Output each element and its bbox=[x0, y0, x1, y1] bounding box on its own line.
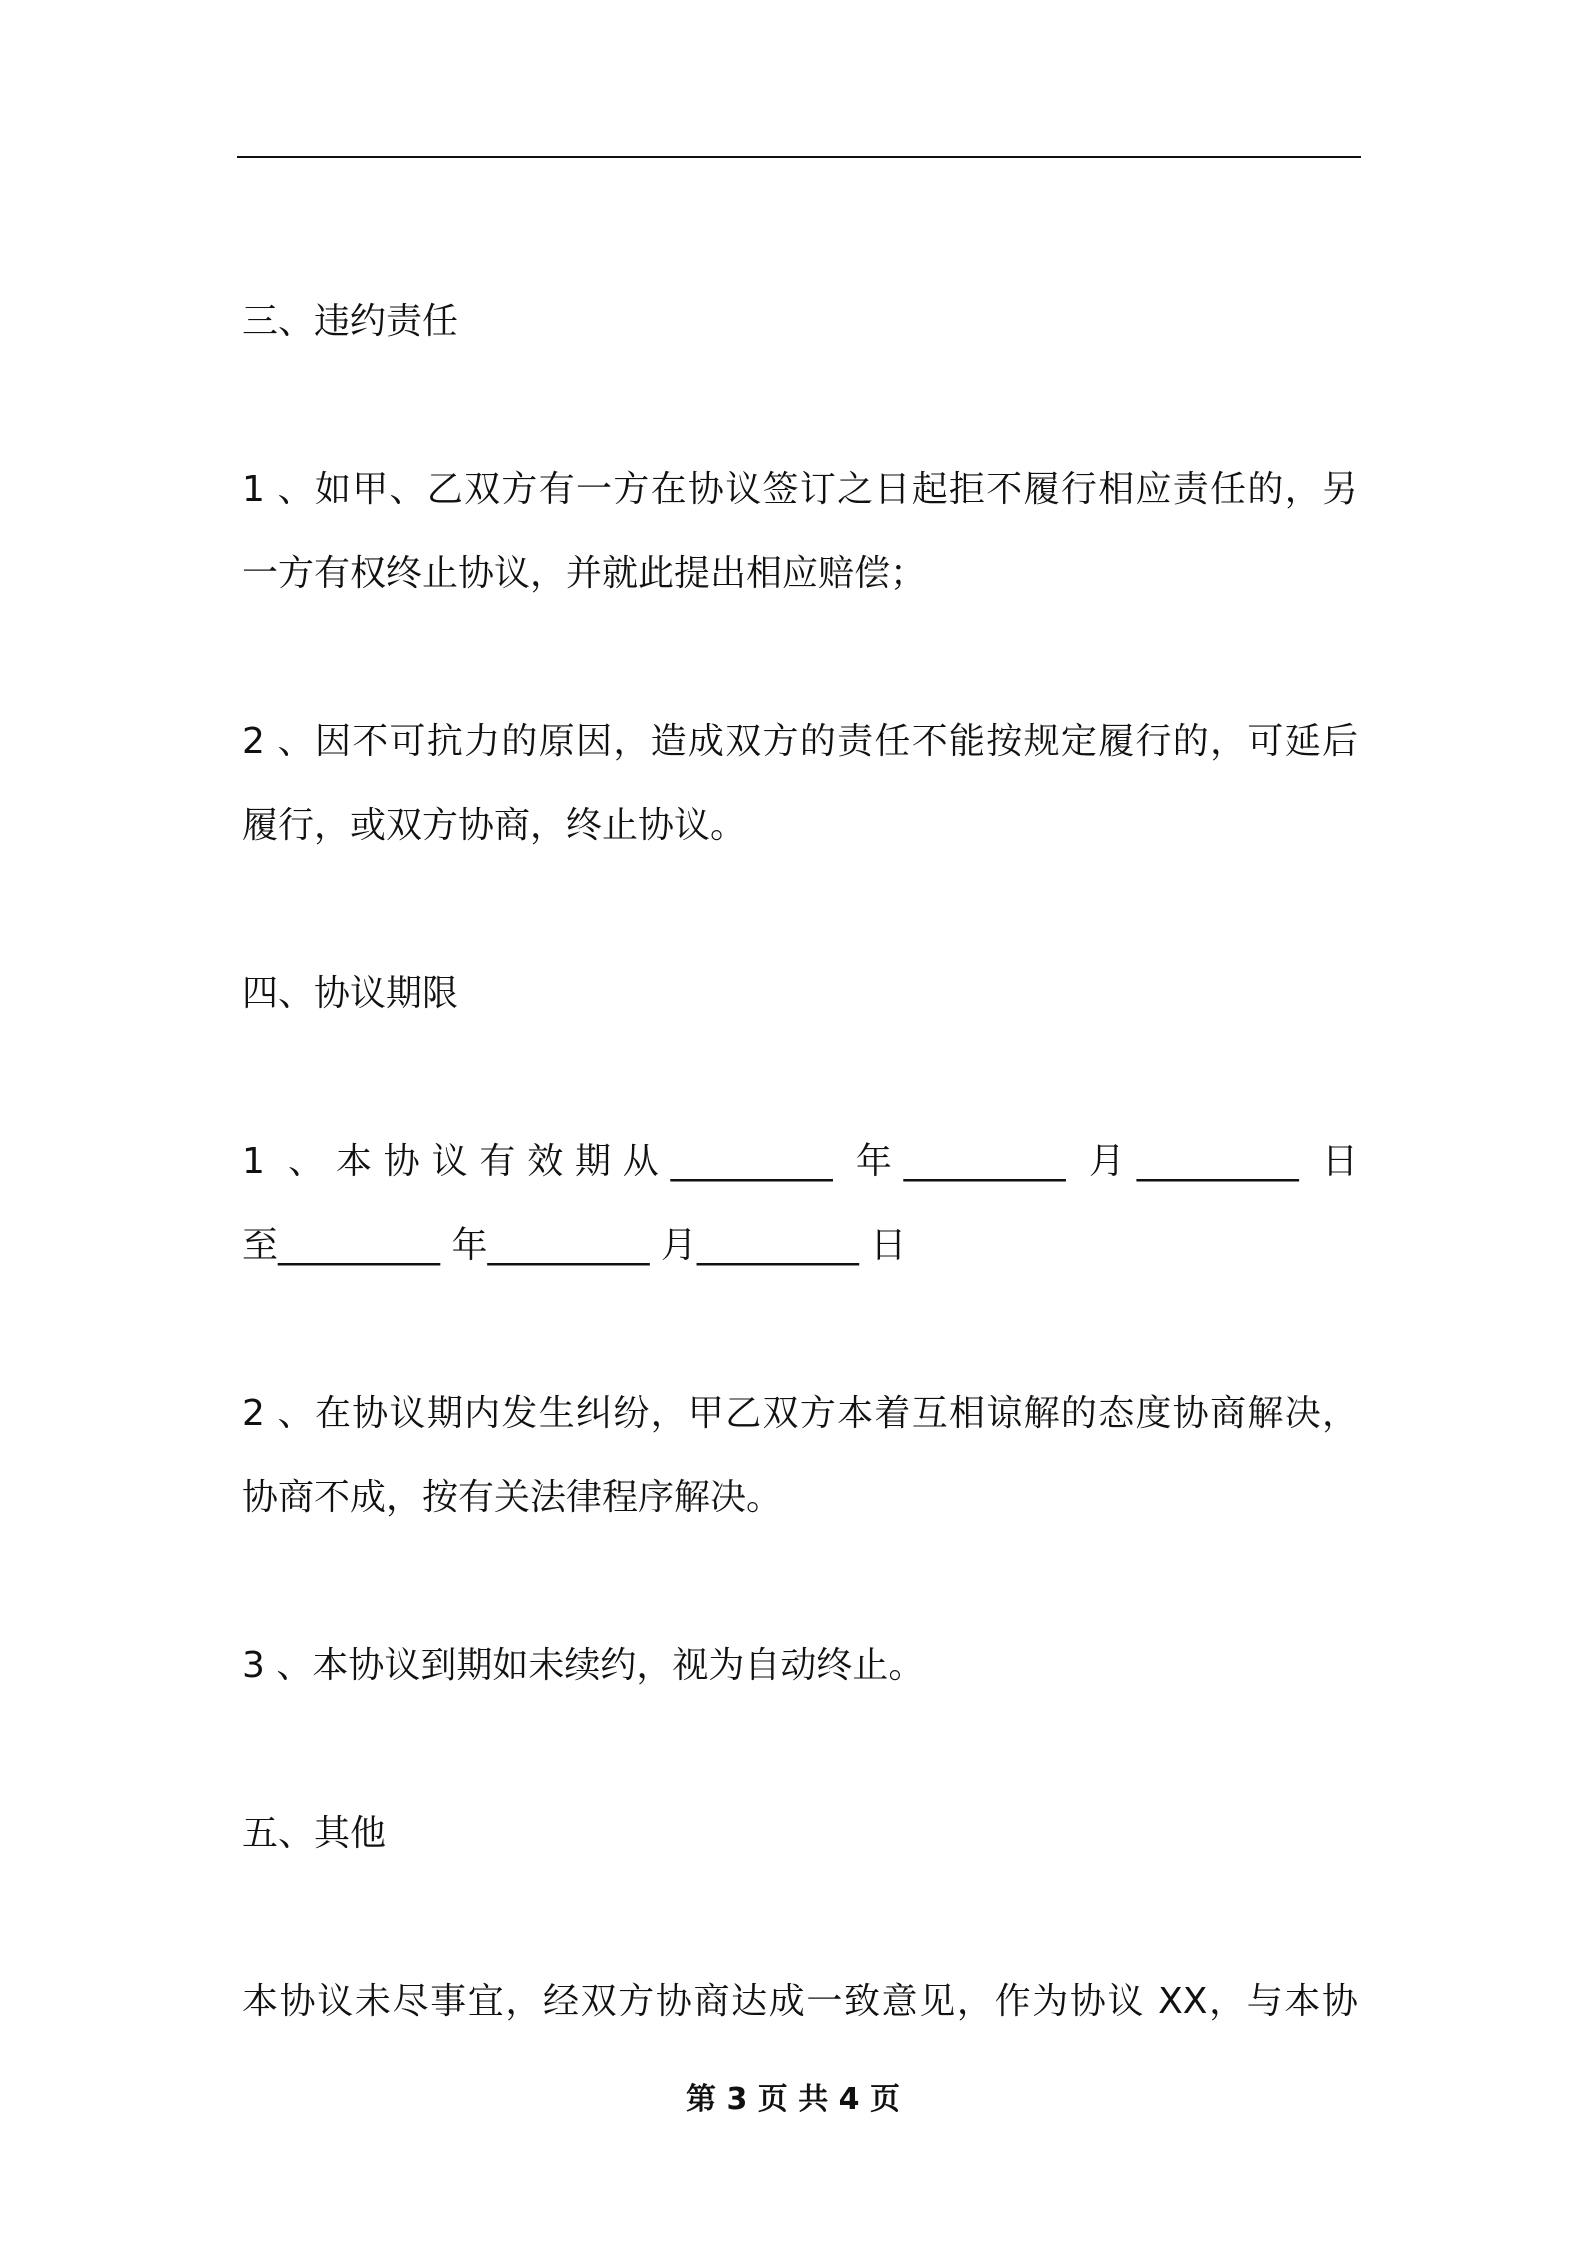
clause-3-2-line-1: 2 、因不可抗力的原因，造成双方的责任不能按规定履行的，可延后 bbox=[242, 721, 1358, 762]
clause-4-2-line-1: 2 、在协议期内发生纠纷，甲乙双方本着互相谅解的态度协商解决， bbox=[242, 1393, 1358, 1434]
clause-3-1-line-2: 一方有权终止协议，并就此提出相应赔偿； bbox=[242, 553, 927, 594]
page-number-footer: 第 3 页 共 4 页 bbox=[686, 2082, 900, 2117]
section-heading-term: 四、协议期限 bbox=[242, 973, 459, 1014]
clause-4-1-line-1: 1 、本协议有效期从_________ 年_________ 月_________ 日 bbox=[242, 1141, 1358, 1182]
clause-5-line-1: 本协议未尽事宜，经双方协商达成一致意见，作为协议 XX，与本协 bbox=[242, 1981, 1358, 2022]
section-heading-other: 五、其他 bbox=[242, 1813, 387, 1854]
clause-4-2-line-2: 协商不成，按有关法律程序解决。 bbox=[242, 1477, 783, 1518]
document-body bbox=[242, 280, 1358, 2044]
clause-3-1-line-1: 1 、如甲、乙双方有一方在协议签订之日起拒不履行相应责任的，另 bbox=[242, 469, 1358, 510]
header-rule bbox=[237, 156, 1361, 158]
section-heading-breach: 三、违约责任 bbox=[242, 301, 459, 342]
clause-3-2-line-2: 履行，或双方协商，终止协议。 bbox=[242, 805, 747, 846]
clause-4-3: 3 、本协议到期如未续约，视为自动终止。 bbox=[242, 1645, 925, 1686]
clause-4-1-line-2: 至_________ 年_________ 月_________ 日 bbox=[242, 1225, 907, 1266]
